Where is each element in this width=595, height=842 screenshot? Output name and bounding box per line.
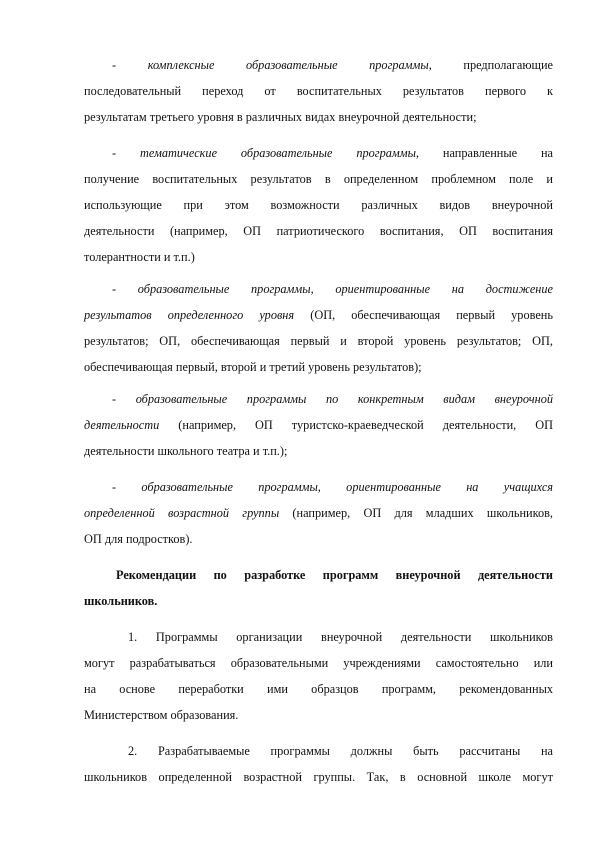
italic-term: деятельности [84, 418, 160, 432]
numbered-item-1 [84, 624, 553, 728]
text-line: - образовательные программы, ориентированные на достижение [112, 282, 553, 296]
text-line: результатов определенного уровня (ОП, обеспечивающая первый уровень [84, 308, 553, 322]
italic-term: результатов определенного уровня [84, 308, 295, 322]
list-item-thematic-programs [84, 140, 553, 270]
italic-term: комплексные образовательные программы, [147, 58, 432, 72]
numbered-item-2 [84, 738, 553, 790]
list-item-activity-programs [84, 386, 553, 464]
text-line: деятельности (например, ОП патриотического воспитания, ОП воспитания [84, 224, 553, 238]
heading-line: школьников. [84, 594, 158, 608]
text-line: ОП для подростков). [84, 532, 193, 546]
text-line: - образовательные программы по конкретным видам внеурочной [112, 392, 553, 406]
text-line: результатам третьего уровня в различных видах внеурочной деятельности; [84, 110, 477, 124]
text-line: определенной возрастной группы (например, ОП для младших школьников, [84, 506, 553, 520]
text-line: последовательный переход от воспитательных результатов первого к [84, 84, 553, 98]
text-line: использующие при этом возможности различных видов внеурочной [84, 198, 553, 212]
text-line: деятельности (например, ОП туристско-краеведческой деятельности, ОП [84, 418, 553, 432]
text-line: результатов; ОП, обеспечивающая первый и второй уровень результатов; ОП, [84, 334, 553, 348]
heading-line: Рекомендации по разработке программ внеурочной деятельности [116, 568, 553, 582]
list-item-age-group-programs [84, 474, 553, 552]
text-line: 2. Разрабатываемые программы должны быть рассчитаны на [128, 744, 553, 758]
text-line: - комплексные образовательные программы, предполагающие [112, 58, 554, 72]
text-line: школьников определенной возрастной группы. Так, в основной школе могут [84, 770, 553, 784]
text-line: - тематические образовательные программы, направленные на [112, 146, 554, 160]
list-item-level-programs [84, 276, 553, 380]
text-line: деятельности школьного театра и т.п.); [84, 444, 288, 458]
text-line: - образовательные программы, ориентированные на учащихся [112, 480, 553, 494]
italic-term: определенной возрастной группы [84, 506, 280, 520]
text-line: получение воспитательных результатов в определенном проблемном поле и [84, 172, 553, 186]
section-heading [84, 562, 553, 614]
text-line: могут разрабатываться образовательными учреждениями самостоятельно или [84, 656, 553, 670]
text-line: толерантности и т.п.) [84, 250, 195, 264]
text-line: Министерством образования. [84, 708, 239, 722]
text-line: на основе переработки ими образцов программ, рекомендованных [84, 682, 553, 696]
italic-term: образовательные программы, ориентированные на учащихся [141, 480, 553, 494]
list-item-complex-programs [84, 52, 553, 130]
text-line: обеспечивающая первый, второй и третий уровень результатов); [84, 360, 422, 374]
italic-term: тематические образовательные программы, [140, 146, 419, 160]
italic-term: образовательные программы, ориентированные на достижение [137, 282, 553, 296]
text-line: 1. Программы организации внеурочной деятельности школьников [128, 630, 553, 644]
italic-term: образовательные программы по конкретным видам внеурочной [135, 392, 553, 406]
